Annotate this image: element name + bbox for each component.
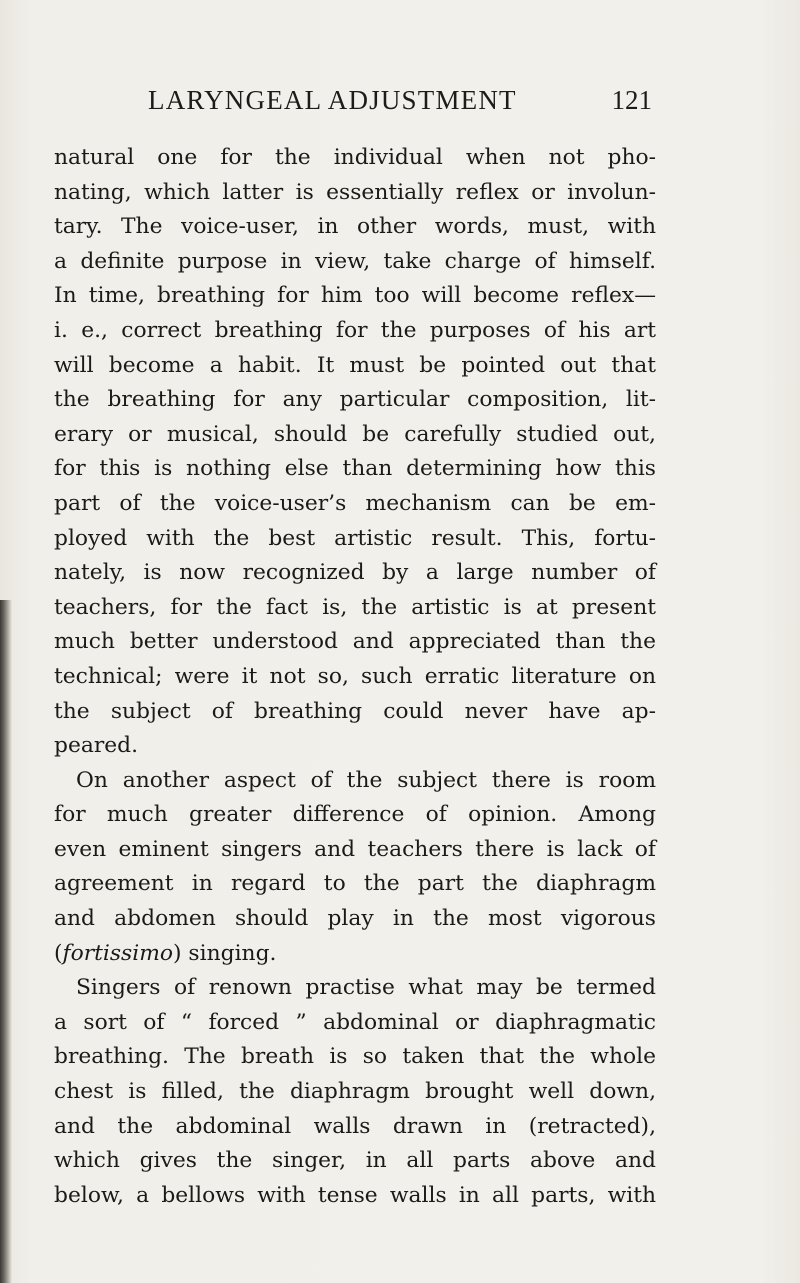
text-line: which gives the singer, in all parts above and [54,1148,656,1174]
text-line: teachers, for the fact is, the artistic is at present [54,594,656,620]
text-line: for much greater difference of opinion. Among [54,802,656,828]
text-line: and abdomen should play in the most vigorous [54,906,656,932]
text-line: natural one for the individual when not pho- [54,145,656,170]
text-line: peared. [54,733,139,759]
text-line: erary or musical, should be carefully studied out, [54,421,656,447]
text-line: nately, is now recognized by a large number of [54,560,656,586]
text-line: agreement in regard to the part the diaphragm [54,871,656,897]
text-line: Singers of renown practise what may be termed [76,975,656,1001]
text-line: In time, breathing for him too will become reflex— [54,283,656,309]
text-line-italic-term: (fortissimo) singing. [54,940,277,966]
text-line: for this is nothing else than determining how this [54,456,656,482]
text-line: will become a habit. It must be pointed out that [54,352,656,378]
text-line: below, a bellows with tense walls in all parts, with [54,1182,656,1208]
italic-term: fortissimo [62,940,173,966]
page-header [148,85,652,125]
running-head: LARYNGEAL ADJUSTMENT [148,85,517,115]
page-number: 121 [611,85,652,115]
body-text [54,141,656,1213]
text-line: the breathing for any particular composition, lit- [54,387,656,413]
text-line: chest is filled, the diaphragm brought well down, [54,1079,656,1105]
text-line: ployed with the best artistic result. This, fortu- [54,525,656,551]
page-gutter-shadow [0,600,12,1283]
text-line: breathing. The breath is so taken that the whole [54,1044,656,1070]
text-line: technical; were it not so, such erratic literature on [54,663,656,689]
text-line: part of the voice-user’s mechanism can be em- [54,490,656,516]
text-line: i. e., correct breathing for the purposes of his art [54,317,656,343]
text-line: and the abdominal walls drawn in (retracted), [54,1113,656,1139]
text-line: a definite purpose in view, take charge of himself. [54,248,656,274]
text-line: the subject of breathing could never have ap- [54,698,656,724]
text-line: On another aspect of the subject there is room [76,767,656,793]
text-line: tary. The voice-user, in other words, must, with [54,214,656,240]
text-line: nating, which latter is essentially reflex or involun- [54,179,656,205]
text-line: much better understood and appreciated than the [54,629,656,655]
text-line: a sort of “ forced ” abdominal or diaphragmatic [54,1009,656,1035]
text-line: even eminent singers and teachers there is lack of [54,836,656,862]
